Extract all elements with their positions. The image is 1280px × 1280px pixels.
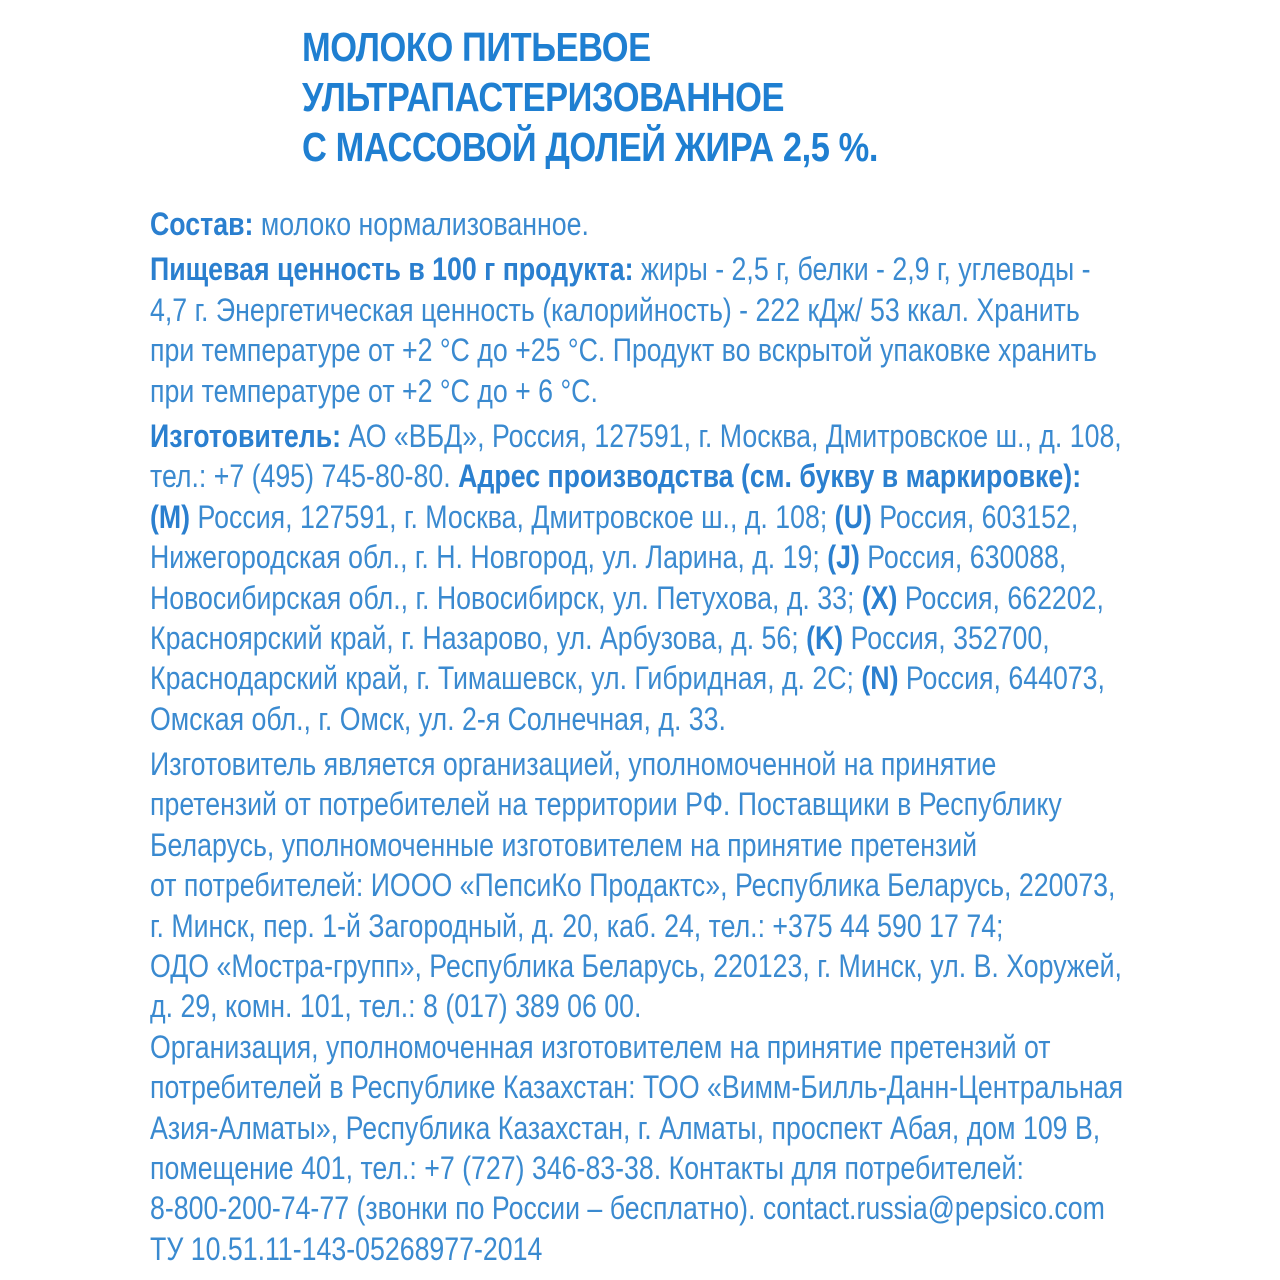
site-line — [150, 497, 1131, 537]
manufacturer-text: АО «ВБД», Россия, 127591, г. Москва, Дмитровское ш., д. 108, — [341, 417, 1122, 454]
claims-line: Беларусь, уполномоченные изготовителем на принятие претензий — [150, 826, 978, 863]
site-letter: (M) — [150, 498, 191, 535]
claims-kz-line: Организация, уполномоченная изготовителем на принятие претензий от — [150, 1028, 1051, 1065]
site-letter: (J) — [827, 539, 860, 576]
nutrition-line: 4,7 г. Энергетическая ценность (калорийность) - 222 кДж/ 53 ккал. Хранить — [150, 291, 1080, 328]
site-text: Красноярский край, г. Назарово, ул. Арбузова, д. 56; — [150, 619, 807, 656]
site-text: Россия, 630088, — [859, 539, 1067, 576]
claims-kz-line: Азия-Алматы», Республика Казахстан, г. Алматы, проспект Абая, дом 109 В, — [150, 1109, 1101, 1146]
claims-kz-line: потребителей в Республике Казахстан: ТОО «Вимм-Билль-Данн-Центральная — [150, 1069, 1124, 1106]
site-line — [150, 658, 1131, 698]
site-text: Россия, 352700, — [843, 619, 1050, 656]
manufacturer-phone: тел.: +7 (495) 745-80-80. — [150, 458, 459, 495]
title-line: УЛЬТРАПАСТЕРИЗОВАННОЕ — [302, 74, 785, 120]
claims-kz-line: помещение 401, тел.: +7 (727) 346-83-38. Контакты для потребителей: — [150, 1149, 1024, 1186]
site-letter: (X) — [861, 579, 898, 616]
site-letter: (N) — [861, 660, 899, 697]
site-text: Россия, 644073, — [898, 660, 1105, 697]
site-line — [150, 618, 1131, 658]
nutrition-text: жиры - 2,5 г, белки - 2,9 г, углеводы - — [633, 251, 1091, 288]
claims-line: Изготовитель является организацией, уполномоченной на принятие — [150, 746, 997, 783]
site-text: Россия, 603152, — [871, 498, 1079, 535]
site-line: Омская обл., г. Омск, ул. 2-я Солнечная, д. 33. — [150, 700, 726, 737]
composition-text: молоко нормализованное. — [253, 206, 589, 242]
claims-line: д. 29, комн. 101, тел.: 8 (017) 389 06 00. — [150, 988, 642, 1025]
title-line: МОЛОКО ПИТЬЕВОЕ — [302, 24, 651, 70]
nutrition-line: при температуре от +2 °С до +25 °С. Продукт во вскрытой упаковке хранить — [150, 332, 1097, 369]
site-text: Новосибирская обл., г. Новосибирск, ул. Петухова, д. 33; — [150, 579, 862, 616]
site-text: Россия, 127591, г. Москва, Дмитровское ш., д. 108; — [190, 498, 835, 535]
tu-code: ТУ 10.51.11-143-05268977-2014 — [150, 1230, 543, 1267]
claims-line: г. Минск, пер. 1-й Загородный, д. 20, каб. 24, тел.: +375 44 590 17 74; — [150, 907, 1004, 944]
manufacturer-line — [150, 456, 1131, 496]
site-text: Нижегородская обл., г. Н. Новгород, ул. Ларина, д. 19; — [150, 539, 828, 576]
site-letter: (K) — [806, 619, 844, 656]
site-letter: (U) — [834, 498, 872, 535]
site-text: Россия, 662202, — [897, 579, 1104, 616]
claims-line: претензий от потребителей на территории РФ. Поставщики в Республику — [150, 786, 1062, 823]
claims-line: ОДО «Мостра-групп», Республика Беларусь, 220123, г. Минск, ул. В. Хоружей, — [150, 948, 1122, 985]
manufacturer-line — [150, 416, 1131, 456]
nutrition-line — [150, 249, 1131, 289]
nutrition-line: при температуре от +2 °С до + 6 °С. — [150, 372, 598, 409]
title-line: С МАССОВОЙ ДОЛЕЙ ЖИРА 2,5 %. — [302, 124, 879, 170]
claims-line: от потребителей: ИООО «ПепсиКо Продактс», Республика Беларусь, 220073, — [150, 867, 1116, 904]
nutrition-label: Пищевая ценность в 100 г продукта: — [150, 251, 634, 288]
product-title — [302, 22, 1058, 172]
site-line — [150, 537, 1131, 577]
production-address-label: Адрес производства (см. букву в маркировке): — [458, 458, 1082, 495]
manufacturer-label: Изготовитель: — [150, 417, 342, 454]
site-text: Краснодарский край, г. Тимашевск, ул. Гибридная, д. 2С; — [150, 660, 862, 697]
label-body — [150, 204, 1131, 1269]
composition-line — [150, 204, 1131, 244]
composition-label: Состав: — [150, 206, 254, 242]
claims-kz-line: 8-800-200-74-77 (звонки по России – бесплатно). contact.russia@pepsico.com — [150, 1190, 1105, 1227]
site-line — [150, 578, 1131, 618]
